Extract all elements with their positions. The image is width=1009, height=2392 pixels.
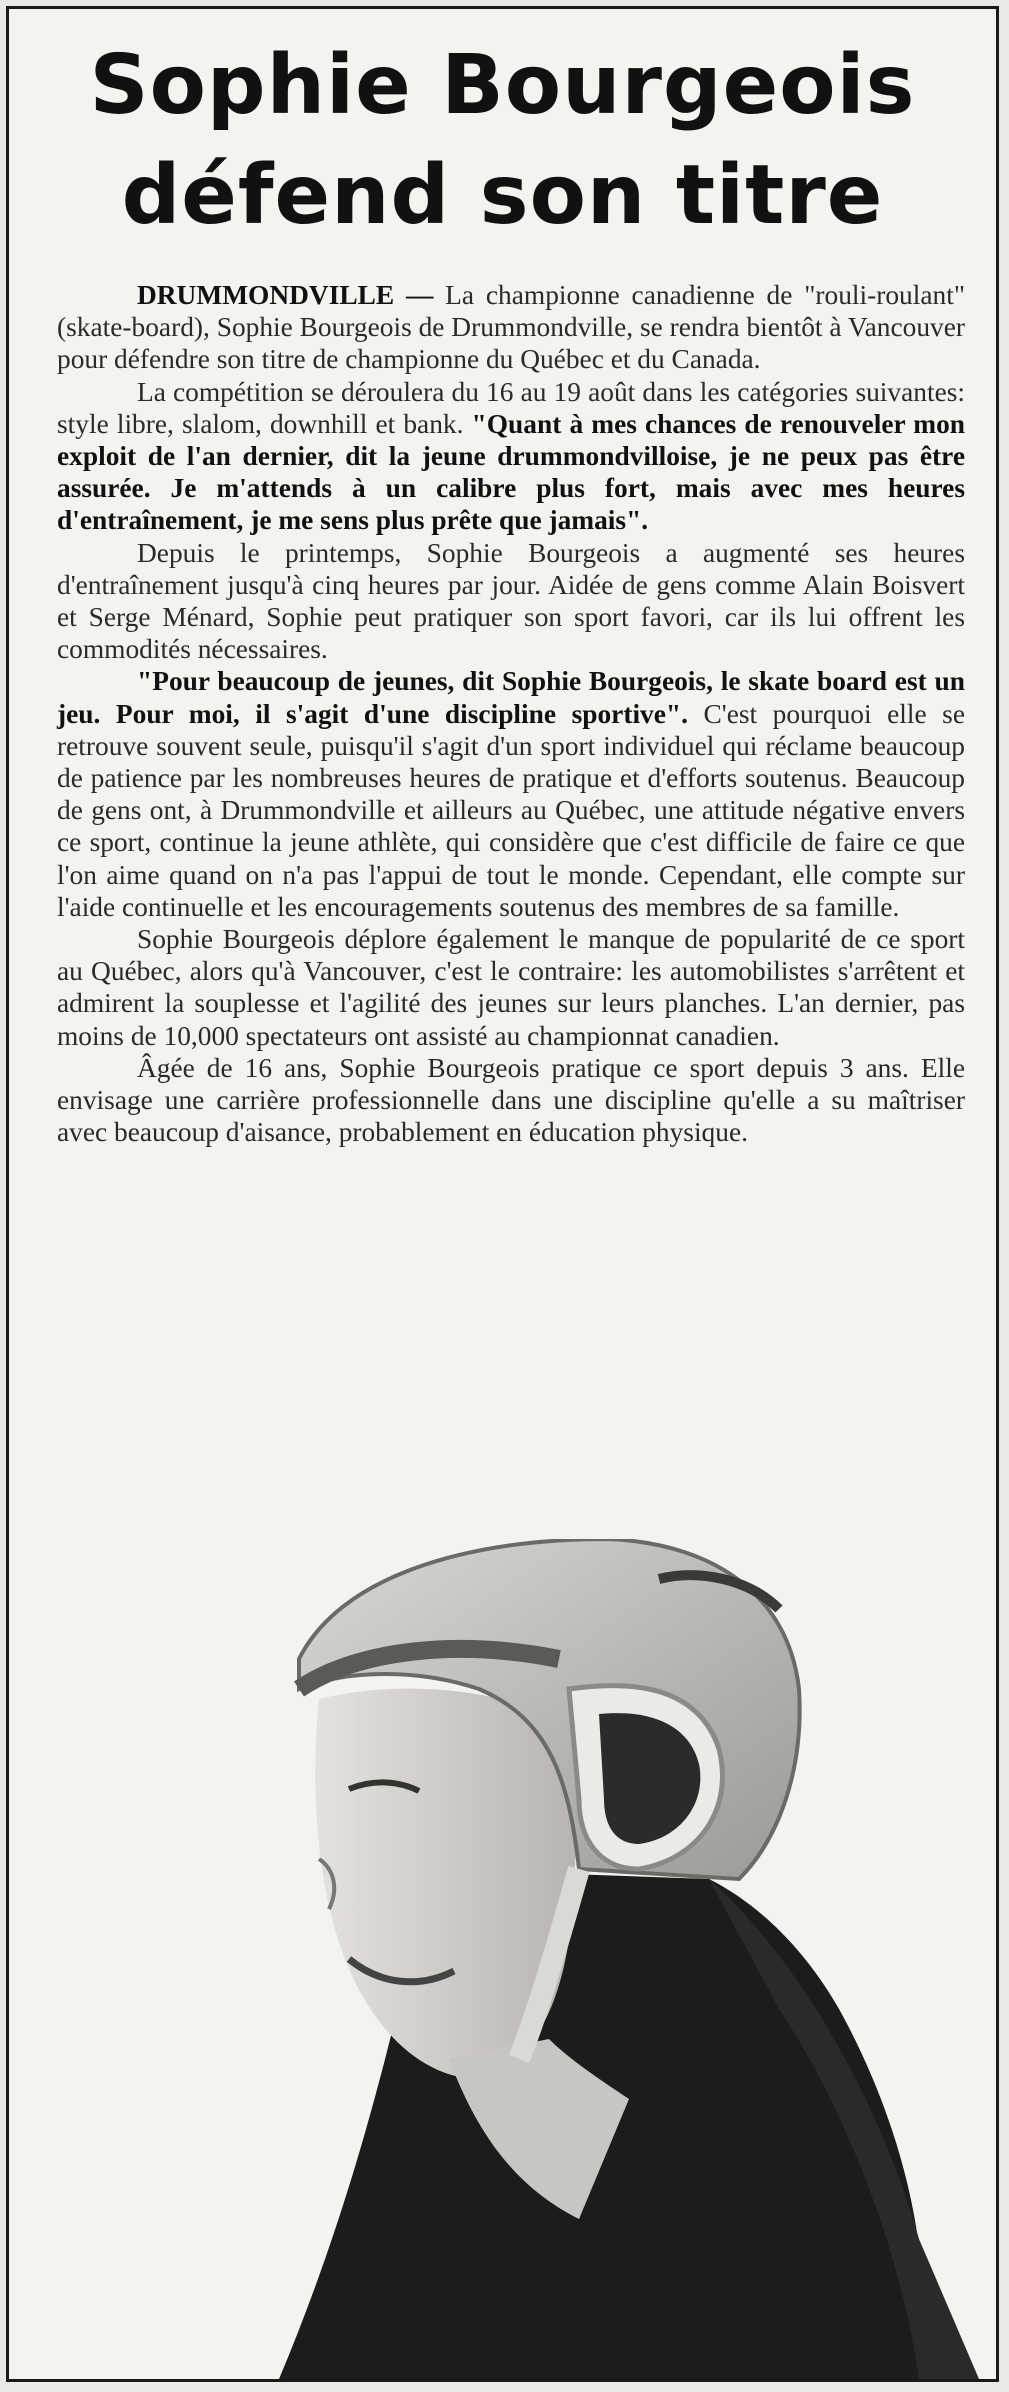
article-body xyxy=(57,279,965,1148)
paragraph-6 xyxy=(57,1052,965,1149)
headline xyxy=(9,31,996,251)
paragraph-1 xyxy=(57,279,965,376)
paragraph-2-text: La compétition se déroulera du 16 au 19 août dans les catégories suivantes: style libre, slalom, downhill et bank. xyxy=(57,376,965,439)
paragraph-3 xyxy=(57,537,965,666)
paragraph-1-text: La championne canadienne de "rouli-roulant" (skate-board), Sophie Bourgeois de Drummondville, se rendra bientôt à Vancouver pour défendre son titre de championne du Québec et du Canada. xyxy=(57,280,965,375)
headline-line-2: défend son titre xyxy=(121,148,884,243)
quote-1: "Quant à mes chances de renouveler mon exploit de l'an dernier, dit la jeune drummondvilloise, je ne peux pas être assurée. Je m'attends à un calibre plus fort, mais avec mes heures d'entraînement, je me sens plus prête que jamais". xyxy=(57,408,965,536)
portrait-photo-icon xyxy=(279,1539,999,2379)
dateline: DRUMMONDVILLE — xyxy=(137,280,434,310)
paragraph-2 xyxy=(57,376,965,537)
paragraph-4-text: C'est pourquoi elle se retrouve souvent seule, puisqu'il s'agit d'un sport individuel qui réclame beaucoup de patience par les nombreuses heures de pratique et d'efforts soutenus. Beaucoup de gens ont, à Drummondville et ailleurs au Québec, une attitude négative envers ce sport, continue la jeune athlète, qui considère que c'est difficile de faire ce que l'on aime quand on n'a pas l'appui de tout le monde. Cependant, elle compte sur l'aide continuelle et les encouragements soutenus des membres de sa famille. xyxy=(57,698,965,922)
paragraph-5 xyxy=(57,923,965,1052)
paragraph-5-text: Sophie Bourgeois déplore également le manque de popularité de ce sport au Québec, alors qu'à Vancouver, c'est le contraire: les automobilistes s'arrêtent et admirent la souplesse et l'agilité des jeunes sur leurs planches. L'an dernier, pas moins de 10,000 spectateurs ont assisté au championnat canadien. xyxy=(57,924,965,1051)
newspaper-clipping xyxy=(6,6,999,2382)
paragraph-3-text: Depuis le printemps, Sophie Bourgeois a augmenté ses heures d'entraînement jusqu'à cinq heures par jour. Aidée de gens comme Alain Boisvert et Serge Ménard, Sophie peut pratiquer son sport favori, car ils lui offrent les commodités nécessaires. xyxy=(57,537,965,665)
portrait-photo xyxy=(279,1539,999,2379)
paragraph-6-text: Âgée de 16 ans, Sophie Bourgeois pratique ce sport depuis 3 ans. Elle envisage une carrière professionnelle dans une discipline qu'elle a su maîtriser avec beaucoup d'aisance, probablement en éducation physique. xyxy=(57,1052,965,1148)
headline-line-1: Sophie Bourgeois xyxy=(89,38,916,133)
quote-2: "Pour beaucoup de jeunes, dit Sophie Bourgeois, le skate board est un jeu. Pour moi, il s'agit d'une discipline sportive". xyxy=(57,666,965,729)
paragraph-4 xyxy=(57,665,965,923)
